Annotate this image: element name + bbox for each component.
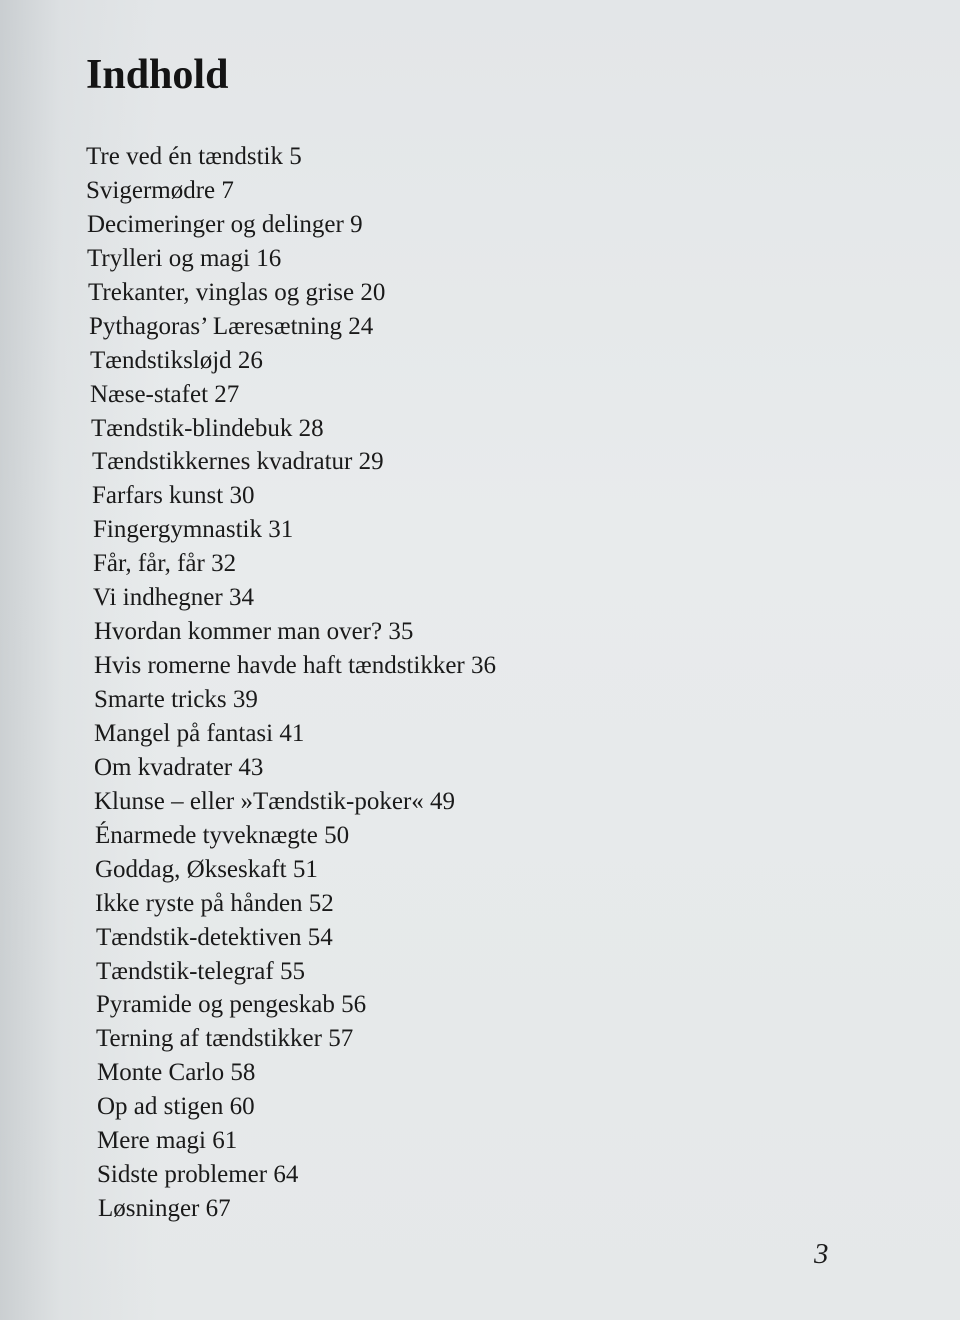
toc-entry: Sidste problemer 64 [97,1161,299,1189]
toc-entry: Får, får, får 32 [93,550,237,578]
page-number: 3 [814,1238,829,1270]
page-title: Indhold [86,52,229,98]
toc-entry: Monte Carlo 58 [97,1059,256,1087]
toc-entry: Mangel på fantasi 41 [94,719,305,747]
toc-entry: Énarmede tyveknægte 50 [95,821,350,849]
toc-entry: Pyramide og pengeskab 56 [96,991,367,1019]
toc-entry: Tændstikkernes kvadratur 29 [92,448,384,476]
toc-entry: Fingergymnastik 31 [93,516,294,544]
toc-entry: Terning af tændstikker 57 [96,1025,354,1053]
toc-entry: Om kvadrater 43 [94,753,264,781]
toc-entry: Hvis romerne havde haft tændstikker 36 [94,652,496,680]
table-of-contents [86,140,496,1226]
toc-entry: Tændstik-blindebuk 28 [91,414,324,442]
toc-entry: Tændstiksløjd 26 [90,346,263,374]
toc-entry: Op ad stigen 60 [97,1093,255,1121]
toc-entry: Goddag, Økseskaft 51 [95,855,318,883]
toc-entry: Næse-stafet 27 [90,380,240,408]
toc-entry: Klunse – eller »Tændstik-poker« 49 [94,787,456,815]
toc-entry: Pythagoras’ Læresætning 24 [89,312,374,340]
toc-entry: Vi indhegner 34 [93,584,254,612]
toc-entry: Mere magi 61 [97,1127,238,1155]
toc-entry: Trylleri og magi 16 [87,244,282,272]
toc-entry: Ikke ryste på hånden 52 [95,889,334,917]
toc-entry: Løsninger 67 [98,1195,231,1223]
toc-entry: Trekanter, vinglas og grise 20 [88,278,386,306]
toc-entry: Smarte tricks 39 [94,686,258,713]
toc-entry: Tre ved én tændstik 5 [86,143,302,170]
toc-entry: Tændstik-telegraf 55 [96,957,305,985]
toc-entry: Decimeringer og delinger 9 [87,210,363,238]
toc-entry: Svigermødre 7 [86,176,234,204]
toc-entry: Farfars kunst 30 [92,482,255,510]
toc-entry: Hvordan kommer man over? 35 [94,618,414,646]
toc-entry: Tændstik-detektiven 54 [96,923,333,951]
